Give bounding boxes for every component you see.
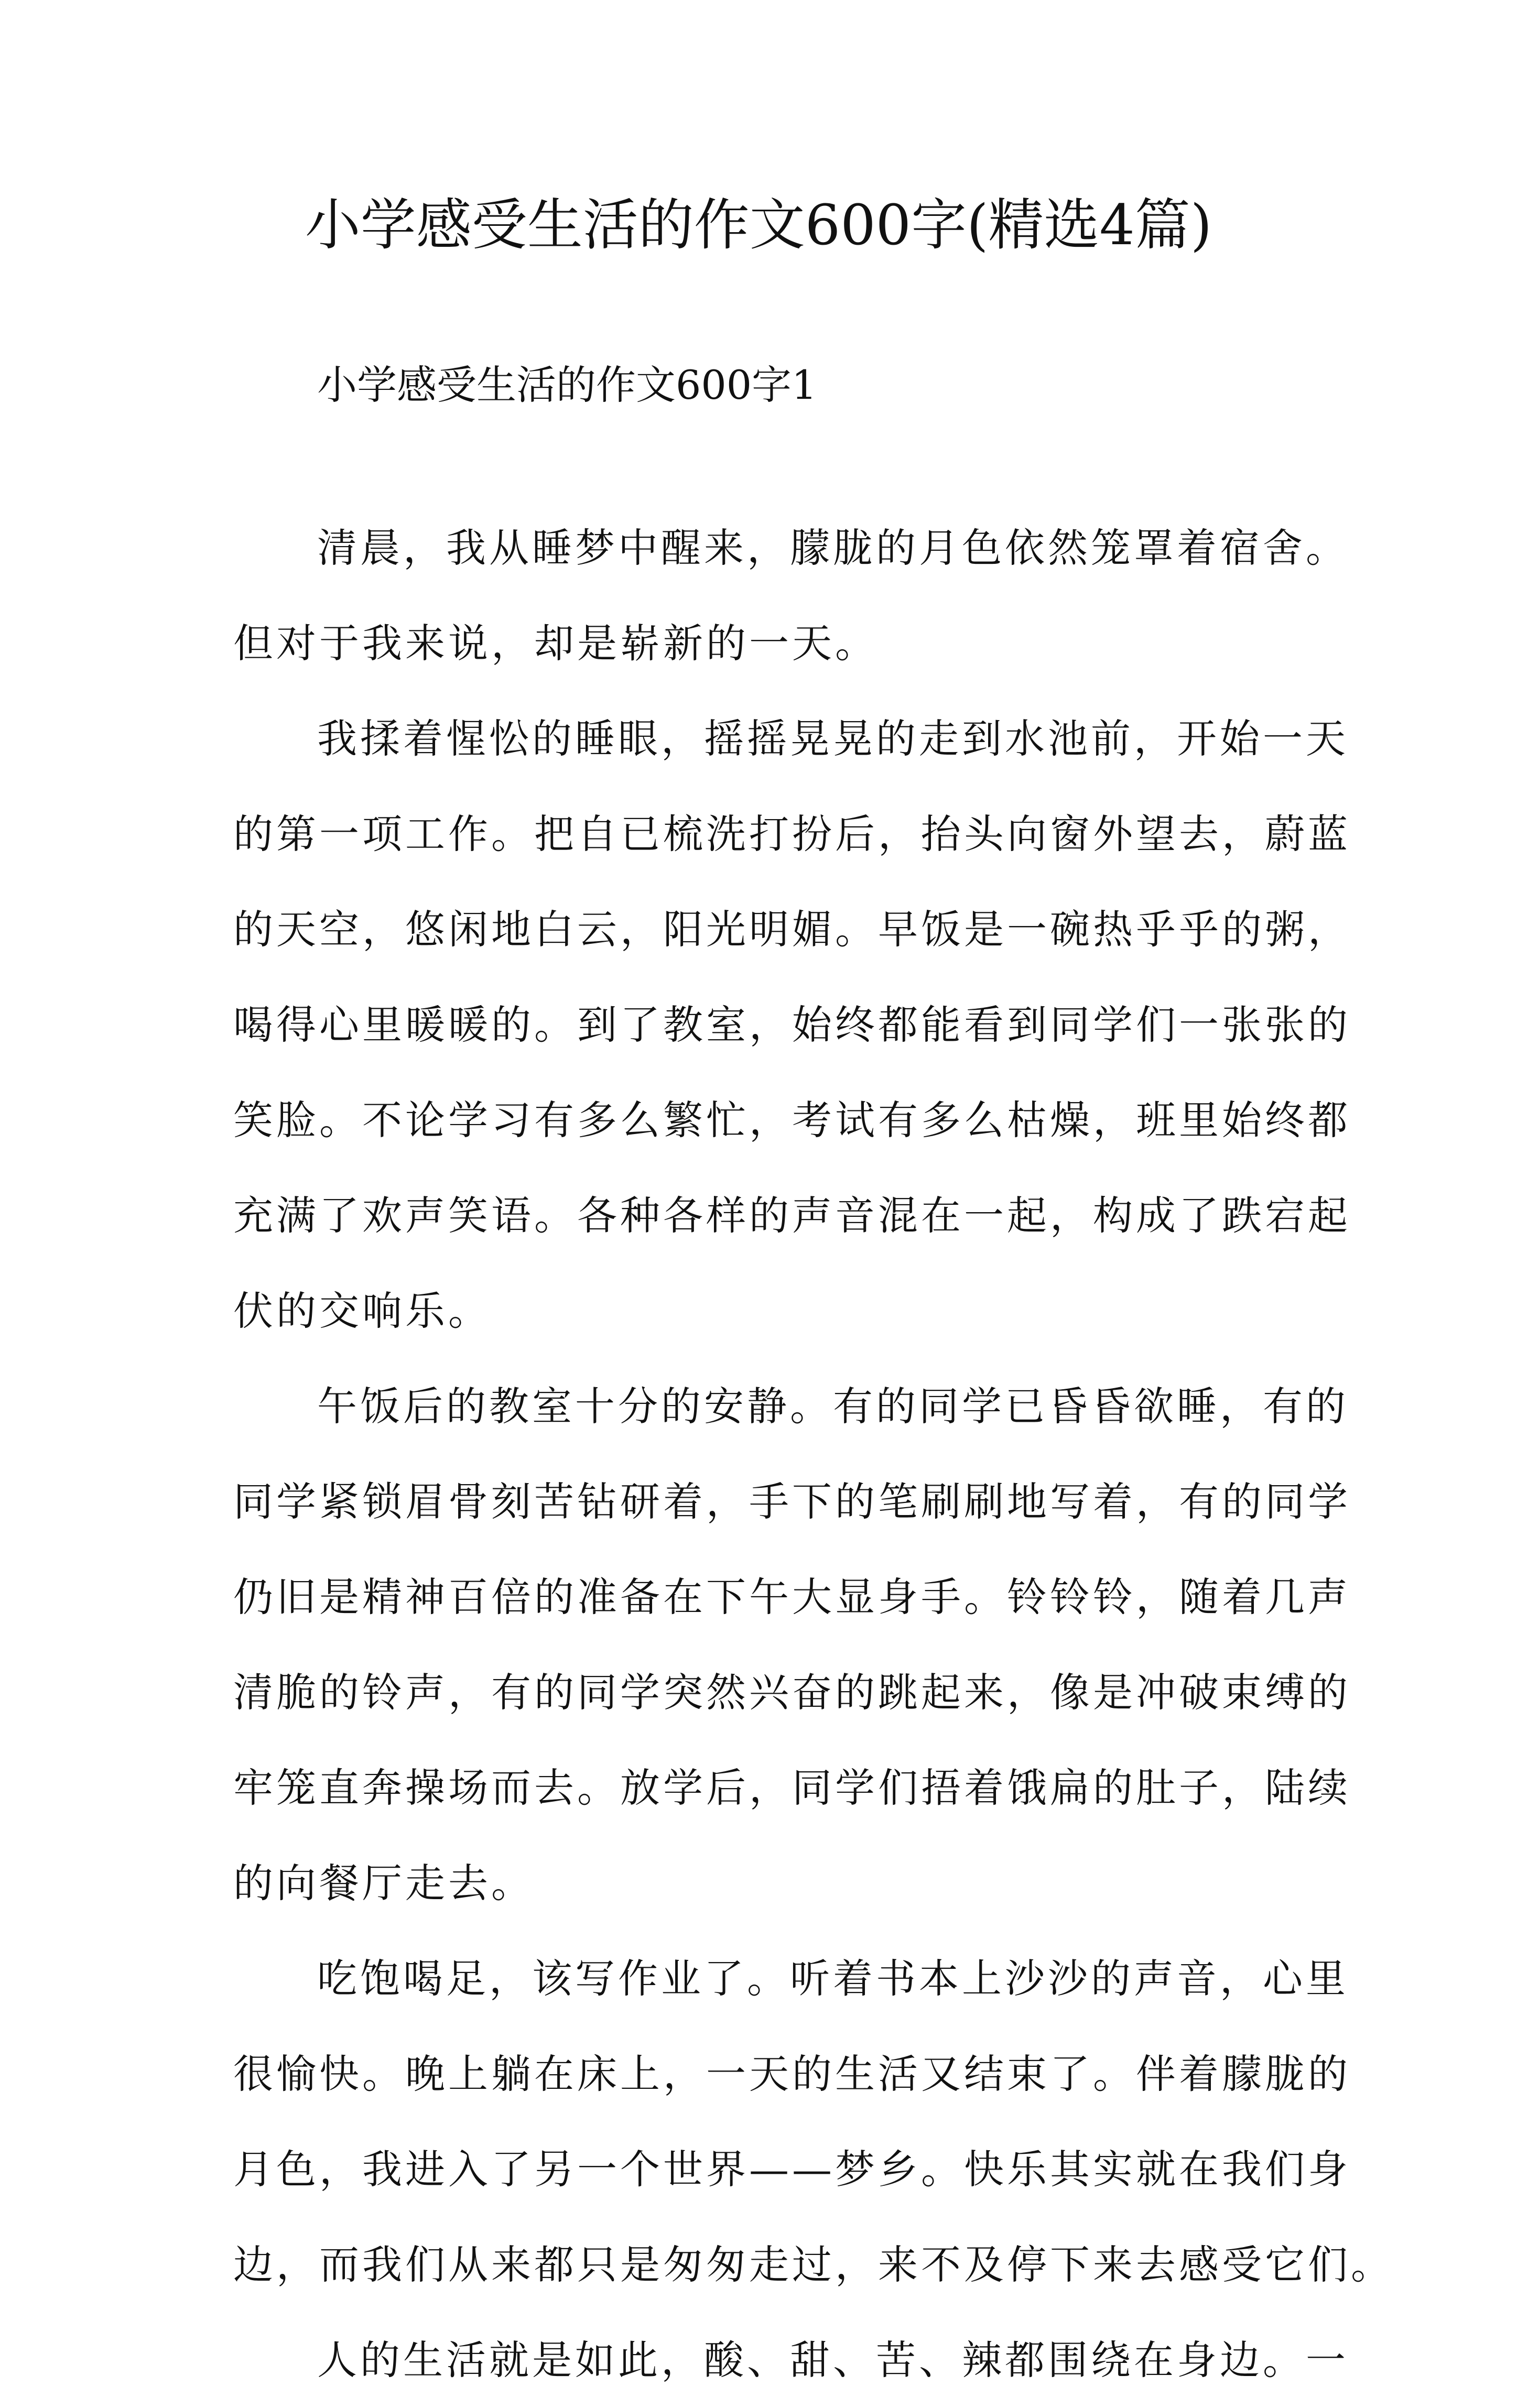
document-title: 小学感受生活的作文600字(精选4篇) xyxy=(305,193,1212,257)
text-line: 我揉着惺忪的睡眼，摇摇晃晃的走到水池前，开始一天 xyxy=(317,715,1349,762)
text-line: 笑脸。不论学习有多么繁忙，考试有多么枯燥，班里始终都 xyxy=(233,1097,1351,1143)
text-line: 同学紧锁眉骨刻苦钻研着，手下的笔刷刷地写着，有的同学 xyxy=(233,1478,1351,1525)
text-line: 边，而我们从来都只是匆匆走过，来不及停下来去感受它们。 xyxy=(233,2241,1394,2288)
text-line: 吃饱喝足，该写作业了。听着书本上沙沙的声音，心里 xyxy=(317,1955,1349,2002)
text-line: 午饭后的教室十分的安静。有的同学已昏昏欲睡，有的 xyxy=(317,1383,1349,1430)
text-line: 清脆的铃声，有的同学突然兴奋的跳起来，像是冲破束缚的 xyxy=(233,1669,1351,1716)
essay-subtitle: 小学感受生活的作文600字1 xyxy=(317,362,817,408)
text-line: 月色，我进入了另一个世界——梦乡。快乐其实就在我们身 xyxy=(233,2146,1351,2193)
text-line: 的天空，悠闲地白云，阳光明媚。早饭是一碗热乎乎的粥， xyxy=(233,906,1351,953)
text-line: 仍旧是精神百倍的准备在下午大显身手。铃铃铃，随着几声 xyxy=(233,1574,1351,1620)
text-line: 牢笼直奔操场而去。放学后，同学们捂着饿扁的肚子，陆续 xyxy=(233,1764,1351,1811)
text-line: 的第一项工作。把自已梳洗打扮后，抬头向窗外望去，蔚蓝 xyxy=(233,811,1351,857)
essay-body xyxy=(233,500,1394,2408)
text-line: 伏的交响乐。 xyxy=(233,1288,491,1334)
text-line: 人的生活就是如此，酸、甜、苦、辣都围绕在身边。一 xyxy=(317,2337,1349,2383)
text-line: 清晨，我从睡梦中醒来，朦胧的月色依然笼罩着宿舍。 xyxy=(317,525,1349,571)
text-line: 但对于我来说，却是崭新的一天。 xyxy=(233,620,878,667)
text-line: 的向餐厅走去。 xyxy=(233,1860,534,1906)
text-line: 喝得心里暖暖的。到了教室，始终都能看到同学们一张张的 xyxy=(233,1001,1351,1048)
text-line: 很愉快。晚上躺在床上，一天的生活又结束了。伴着朦胧的 xyxy=(233,2051,1351,2097)
text-line: 充满了欢声笑语。各种各样的声音混在一起，构成了跌宕起 xyxy=(233,1192,1351,1239)
